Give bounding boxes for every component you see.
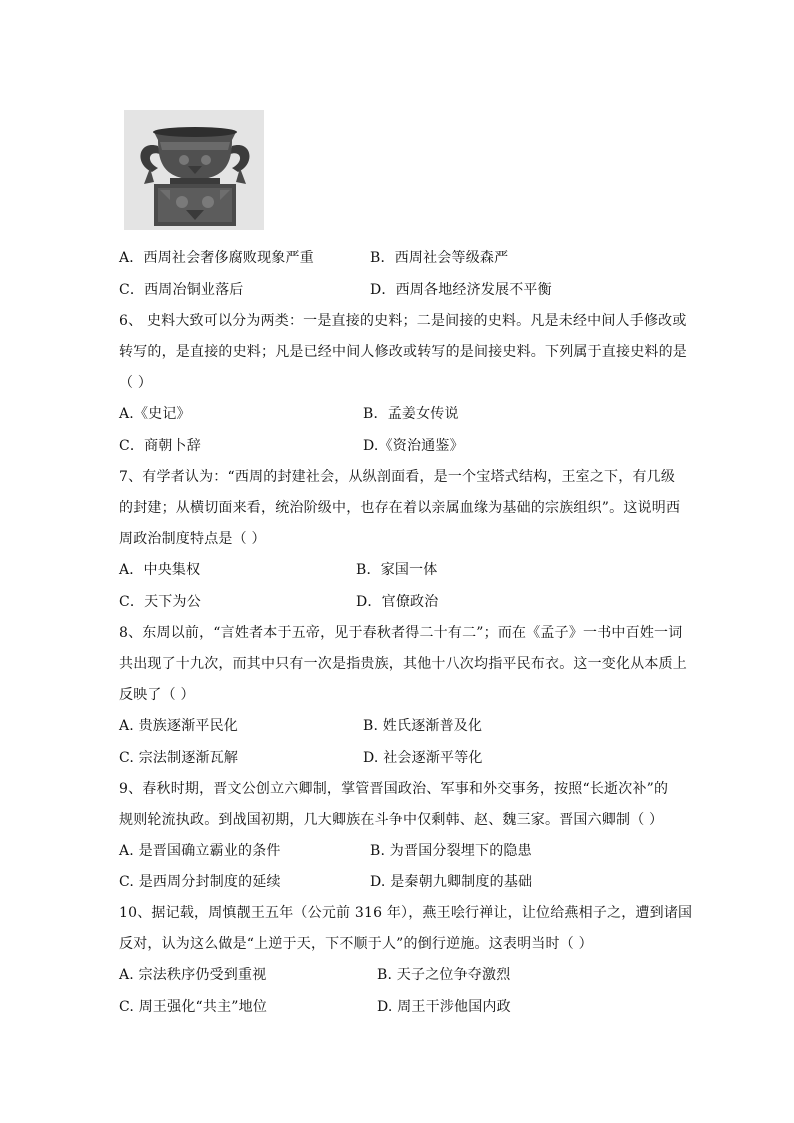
q6-option-c[interactable]: C．商朝卜辞	[119, 438, 201, 454]
q8-option-a[interactable]: A. 贵族逐渐平民化	[119, 718, 239, 734]
q7-options-row-2	[119, 592, 439, 612]
q8-stem-line-2: 共出现了十九次，而其中只有一次是指贵族，其他十八次均指平民布衣。这一变化从本质上	[119, 656, 687, 672]
q6-options-row-2	[119, 436, 464, 456]
q9-option-c[interactable]: C. 是西周分封制度的延续	[119, 874, 281, 890]
q10-options-row-2	[119, 997, 511, 1017]
q9-stem-line-1: 9、春秋时期，晋文公创立六卿制，掌管晋国政治、军事和外交事务，按照“长逝次补”的	[119, 781, 669, 797]
q9-options-row-1	[119, 841, 532, 861]
q10-options-row-1	[119, 965, 511, 985]
q7-stem-line-2: 的封建；从横切面来看，统治阶级中，也存在着以亲属血缘为基础的宗族组织”。这说明西	[119, 500, 681, 516]
q6-option-b[interactable]: B．孟姜女传说	[363, 406, 459, 422]
q5-option-c[interactable]: C．西周冶铜业落后	[119, 282, 244, 298]
q7-option-c[interactable]: C．天下为公	[119, 594, 201, 610]
q7-option-d[interactable]: D．官僚政治	[356, 594, 439, 610]
q6-stem-line-1: 6、 史料大致可以分为两类：一是直接的史料；二是间接的史料。凡是未经中间人手修改或	[119, 313, 687, 329]
q5-option-b[interactable]: B．西周社会等级森严	[370, 250, 509, 266]
q9-stem-line-2: 规则轮流执政。到战国初期，几大卿族在斗争中仅剩韩、赵、魏三家。晋国六卿制（ ）	[119, 812, 664, 828]
q8-options-row-2	[119, 748, 483, 768]
q5-options-row-2	[119, 280, 552, 300]
q9-options-row-2	[119, 872, 533, 892]
q6-stem-line-2: 转写的，是直接的史料；凡是已经中间人修改或转写的是间接史料。下列属于直接史料的是	[119, 344, 687, 360]
q10-option-d[interactable]: D. 周王干涉他国内政	[377, 999, 511, 1015]
q9-option-b[interactable]: B. 为晋国分裂埋下的隐患	[370, 843, 532, 859]
q7-option-a[interactable]: A．中央集权	[119, 562, 201, 578]
q6-options-row-1	[119, 404, 459, 424]
q6-option-d[interactable]: D.《资治通鉴》	[363, 438, 464, 454]
q9-option-a[interactable]: A. 是晋国确立霸业的条件	[119, 843, 281, 859]
q6-stem-line-3: （ ）	[119, 375, 153, 391]
q9-option-d[interactable]: D. 是秦朝九卿制度的基础	[370, 874, 533, 890]
q8-option-d[interactable]: D. 社会逐渐平等化	[363, 750, 483, 766]
q5-options-row-1	[119, 248, 509, 268]
q10-option-a[interactable]: A. 宗法秩序仍受到重视	[119, 967, 267, 983]
q7-option-b[interactable]: B．家国一体	[356, 562, 438, 578]
bronze-vessel-icon	[124, 110, 264, 230]
q8-options-row-1	[119, 716, 483, 736]
bronze-vessel-image	[124, 110, 264, 230]
q6-option-a[interactable]: A.《史记》	[119, 406, 191, 422]
q5-option-d[interactable]: D．西周各地经济发展不平衡	[370, 282, 552, 298]
q10-stem-line-1: 10、据记载，周慎靓王五年（公元前 316 年），燕王哙行禅让，让位给燕相子之，遭到诸国	[119, 905, 693, 921]
q8-stem-line-1: 8、东周以前，“言姓者本于五帝，见于春秋者得二十有二”；而在《孟子》一书中百姓一词	[119, 625, 683, 641]
q10-option-b[interactable]: B. 天子之位争夺激烈	[377, 967, 511, 983]
q10-option-c[interactable]: C. 周王强化“共主”地位	[119, 999, 268, 1015]
q8-option-b[interactable]: B. 姓氏逐渐普及化	[363, 718, 483, 734]
q5-option-a[interactable]: A．西周社会奢侈腐败现象严重	[119, 250, 314, 266]
q10-stem-line-2: 反对，认为这么做是“上逆于天，下不顺于人”的倒行逆施。这表明当时（ ）	[119, 936, 593, 952]
q7-stem-line-3: 周政治制度特点是（ ）	[119, 531, 266, 547]
q7-stem-line-1: 7、有学者认为：“西周的封建社会，从纵剖面看，是一个宝塔式结构，王室之下，有几级	[119, 469, 676, 485]
q8-stem-line-3: 反映了（ ）	[119, 687, 195, 703]
q8-option-c[interactable]: C. 宗法制逐渐瓦解	[119, 750, 239, 766]
q7-options-row-1	[119, 560, 438, 580]
